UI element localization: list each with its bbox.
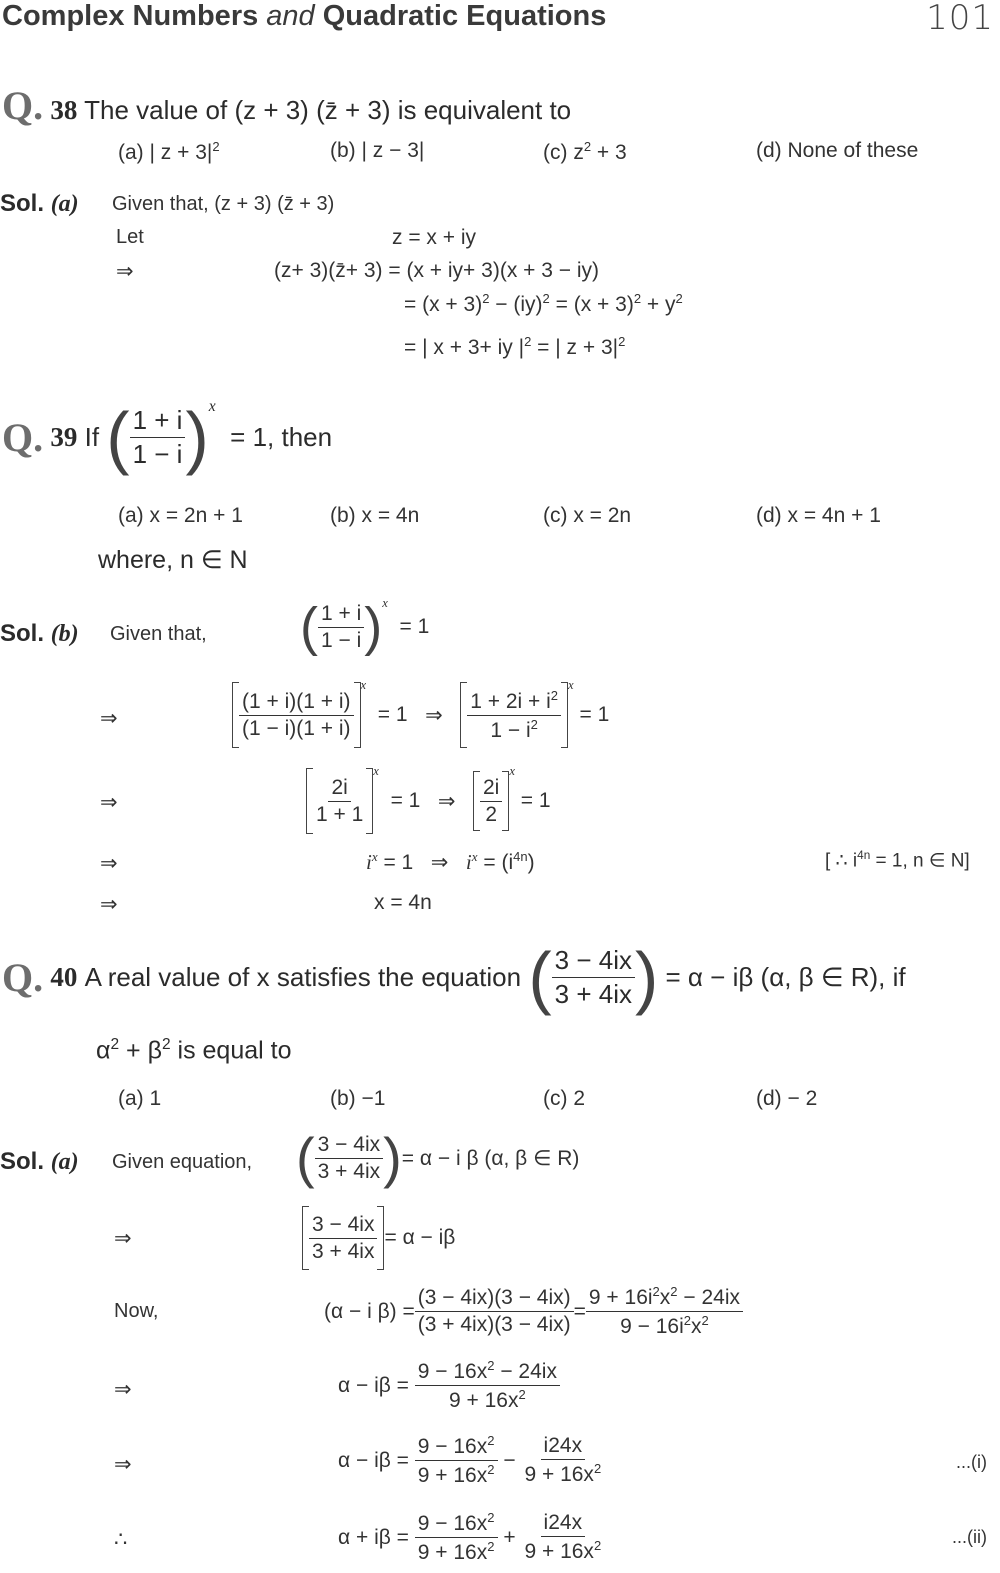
arrow-icon: ⇒ bbox=[116, 260, 134, 283]
q39-given-expr: ( $\frac{1 + i}{1 - i}$ ) x = 1 bbox=[300, 596, 430, 657]
q38-step2: = $(x + 3)^2 - (iy)^2 = (x + 3)^2 + y^2$ bbox=[404, 291, 683, 316]
question-number: 40 bbox=[50, 961, 78, 992]
arrow-icon: ⇒ bbox=[100, 707, 118, 730]
arrow-icon: ⇒ bbox=[114, 1227, 132, 1250]
paren-left: ( bbox=[106, 398, 130, 476]
q40-option-b: (b) −1 bbox=[330, 1087, 386, 1110]
question-text: The value of (z + 3) (z̄ + 3) is equivalent to bbox=[84, 95, 572, 125]
q39-step3: $i^x = 1$ ⇒ $i^x = (i^{4n})$ bbox=[366, 849, 535, 874]
q39-step4: x = 4n bbox=[374, 891, 432, 914]
q40-step5: α + iβ = $\frac{9 - 16x^2}{9 + 16x^2}$ + $\frac{i24x}{9 + 16x^2}$ bbox=[338, 1510, 602, 1564]
paren-right: ) bbox=[185, 398, 209, 476]
q38-stem bbox=[2, 82, 571, 129]
chapter-title bbox=[2, 0, 606, 33]
q-mark: Q. bbox=[2, 83, 44, 128]
q38-option-c: (c) $z^2 + 3$ bbox=[543, 139, 627, 164]
question-tail: = α − iβ (α, β ∈ R), if bbox=[665, 961, 906, 992]
q38-option-d: (d) None of these bbox=[756, 139, 919, 162]
q38-given: Given that, (z + 3) (z̄ + 3) bbox=[112, 193, 335, 215]
question-text: A real value of x satisfies the equation bbox=[84, 961, 522, 992]
q40-solution-label: Sol. (a) bbox=[0, 1148, 79, 1175]
question-number: 39 bbox=[50, 421, 78, 452]
q39-step1: $\frac{(1 + i)(1 + i)}{(1 - i)(1 + i)}$ x = 1 ⇒ $\frac{1 + 2i + i^2}{1 - i^2}$ x = 1 bbox=[232, 682, 609, 748]
q40-step2: (α − i β) = $\frac{(3 - 4ix)(3 - 4ix)}{(3 + 4ix)(3 - 4ix)}$ = $\frac{9 + 16i^2x^2 - 24ix}{9 - 16i^2x^2}$ bbox=[324, 1284, 743, 1339]
q39-stem bbox=[2, 398, 333, 476]
arrow-icon: ⇒ bbox=[114, 1378, 132, 1401]
q39-step2: $\frac{2i}{1 + 1}$ x = 1 ⇒ $\frac{2i}{2}$ x = 1 bbox=[306, 768, 551, 834]
title-part1: Complex Numbers bbox=[2, 0, 267, 32]
therefore-icon: ∴ bbox=[114, 1528, 128, 1551]
if-word: If bbox=[84, 421, 100, 452]
q39-solution-label: Sol. (b) bbox=[0, 620, 79, 647]
arrow-icon: ⇒ bbox=[100, 852, 118, 875]
arrow-icon: ⇒ bbox=[114, 1453, 132, 1476]
q38-option-b: (b) | z − 3| bbox=[330, 139, 425, 162]
q39-where: where, n ∈ N bbox=[98, 546, 248, 574]
q38-step1: (z+ 3)(z̄+ 3) = (x + iy+ 3)(x + 3 − iy) bbox=[274, 259, 600, 282]
q38-solution-label: Sol. (a) bbox=[0, 190, 79, 217]
q38-let: Let bbox=[116, 226, 144, 248]
q40-eq-tag-ii: ...(ii) bbox=[952, 1527, 987, 1547]
q40-eq-tag-i: ...(i) bbox=[956, 1452, 987, 1472]
q-mark: Q. bbox=[2, 414, 44, 460]
q40-step1: $\frac{3 - 4ix}{3 + 4ix}$ = α − iβ bbox=[302, 1206, 455, 1270]
q40-now: Now, bbox=[114, 1300, 159, 1322]
q-mark: Q. bbox=[2, 954, 44, 1000]
q40-line2: $\alpha^2 + \beta^2$ is equal to bbox=[96, 1036, 292, 1065]
q40-option-a: (a) 1 bbox=[118, 1087, 162, 1110]
q39-given: Given that, bbox=[110, 623, 207, 645]
q38-let-expr: z = x + iy bbox=[392, 226, 477, 249]
q38-option-a: (a) | $z + 3|^2$ bbox=[118, 139, 220, 164]
q39-option-b: (b) x = 4n bbox=[330, 504, 420, 527]
exponent: x bbox=[208, 398, 216, 415]
q40-given-expr: ( $\frac{3 - 4ix}{3 + 4ix}$ ) = α − i β (α, β ∈ R) bbox=[296, 1126, 580, 1189]
title-and: and bbox=[266, 0, 315, 32]
q40-step3: α − iβ = $\frac{9 - 16x^2 - 24ix}{9 + 16x^2}$ bbox=[338, 1358, 560, 1413]
q39-option-d: (d) x = 4n + 1 bbox=[756, 504, 881, 527]
q40-option-c: (c) 2 bbox=[543, 1087, 585, 1110]
q40-step4: α − iβ = $\frac{9 - 16x^2}{9 + 16x^2}$ − $\frac{i24x}{9 + 16x^2}$ bbox=[338, 1433, 602, 1487]
title-part2: Quadratic Equations bbox=[314, 0, 607, 32]
arrow-icon: ⇒ bbox=[100, 893, 118, 916]
q40-given: Given equation, bbox=[112, 1151, 253, 1173]
q40-stem: Q. 40 A real value of x satisfies the equation ( $\frac{3 - 4ix}{3 + 4ix}$ ) = α − iβ (α, β ∈ R), if bbox=[2, 938, 906, 1016]
q39-fraction: $\frac{1 + i}{1 - i}$ bbox=[130, 405, 186, 470]
q39-option-c: (c) x = 2n bbox=[543, 504, 632, 527]
arrow-icon: ⇒ bbox=[100, 791, 118, 814]
question-number: 38 bbox=[50, 95, 78, 125]
q39-option-a: (a) x = 2n + 1 bbox=[118, 504, 243, 527]
q40-option-d: (d) − 2 bbox=[756, 1087, 818, 1110]
question-tail: = 1, then bbox=[230, 421, 333, 452]
q38-step3: = | x + 3+ iy $|^2$ = | $z + 3|^2$ bbox=[404, 334, 626, 359]
page-number: 101 bbox=[926, 0, 994, 38]
q39-note: [ ∴ $i^{4n} = 1$, n ∈ N] bbox=[825, 849, 970, 872]
